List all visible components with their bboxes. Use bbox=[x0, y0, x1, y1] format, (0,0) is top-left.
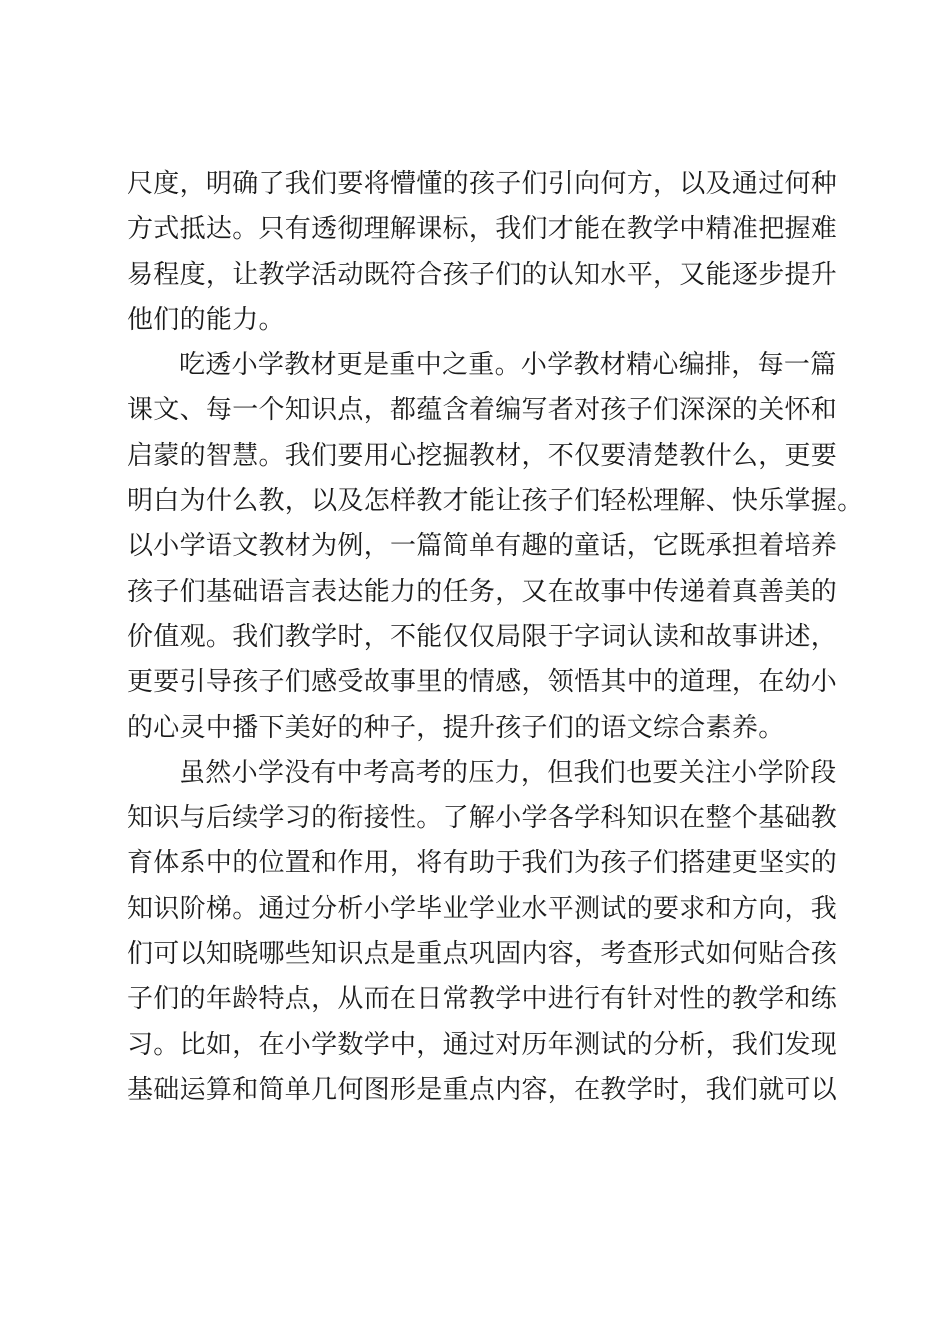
text-line: 启蒙的智慧。我们要用心挖掘教材，不仅要清楚教什么，更要 bbox=[127, 440, 838, 471]
text-line: 孩子们基础语言表达能力的任务，又在故事中传递着真善美的 bbox=[127, 576, 838, 607]
text-line: 们可以知晓哪些知识点是重点巩固内容，考查形式如何贴合孩 bbox=[127, 939, 838, 970]
paragraph-1 bbox=[127, 162, 837, 343]
text-line: 方式抵达。只有透彻理解课标，我们才能在教学中精准把握难 bbox=[127, 214, 838, 245]
text-line: 习。比如，在小学数学中，通过对历年测试的分析，我们发现 bbox=[127, 1029, 838, 1060]
text-line: 明白为什么教，以及怎样教才能让孩子们轻松理解、快乐掌握。 bbox=[127, 486, 864, 517]
body-text bbox=[127, 162, 864, 1113]
text-line: 的心灵中播下美好的种子，提升孩子们的语文综合素养。 bbox=[127, 712, 785, 743]
text-line: 育体系中的位置和作用，将有助于我们为孩子们搭建更坚实的 bbox=[127, 848, 838, 879]
text-line: 尺度，明确了我们要将懵懂的孩子们引向何方，以及通过何种 bbox=[127, 169, 838, 199]
text-line: 基础运算和简单几何图形是重点内容，在教学时，我们就可以 bbox=[127, 1074, 838, 1105]
text-line: 虽然小学没有中考高考的压力，但我们也要关注小学阶段 bbox=[179, 757, 837, 788]
text-line: 知识与后续学习的衔接性。了解小学各学科知识在整个基础教 bbox=[127, 803, 838, 834]
text-line: 价值观。我们教学时，不能仅仅局限于字词认读和故事讲述， bbox=[127, 621, 838, 652]
text-line: 以小学语文教材为例，一篇简单有趣的童话，它既承担着培养 bbox=[127, 531, 838, 562]
paragraph-3 bbox=[127, 751, 837, 1113]
text-line: 课文、每一个知识点，都蕴含着编写者对孩子们深深的关怀和 bbox=[127, 395, 838, 426]
paragraph-2 bbox=[127, 343, 864, 751]
text-line: 子们的年龄特点，从而在日常教学中进行有针对性的教学和练 bbox=[127, 984, 838, 1015]
text-line: 吃透小学教材更是重中之重。小学教材精心编排，每一篇 bbox=[179, 350, 837, 381]
text-line: 易程度，让教学活动既符合孩子们的认知水平，又能逐步提升 bbox=[127, 259, 838, 290]
text-line: 知识阶梯。通过分析小学毕业学业水平测试的要求和方向，我 bbox=[127, 893, 838, 924]
text-line: 他们的能力。 bbox=[127, 304, 285, 335]
text-line: 更要引导孩子们感受故事里的情感，领悟其中的道理，在幼小 bbox=[127, 667, 838, 698]
